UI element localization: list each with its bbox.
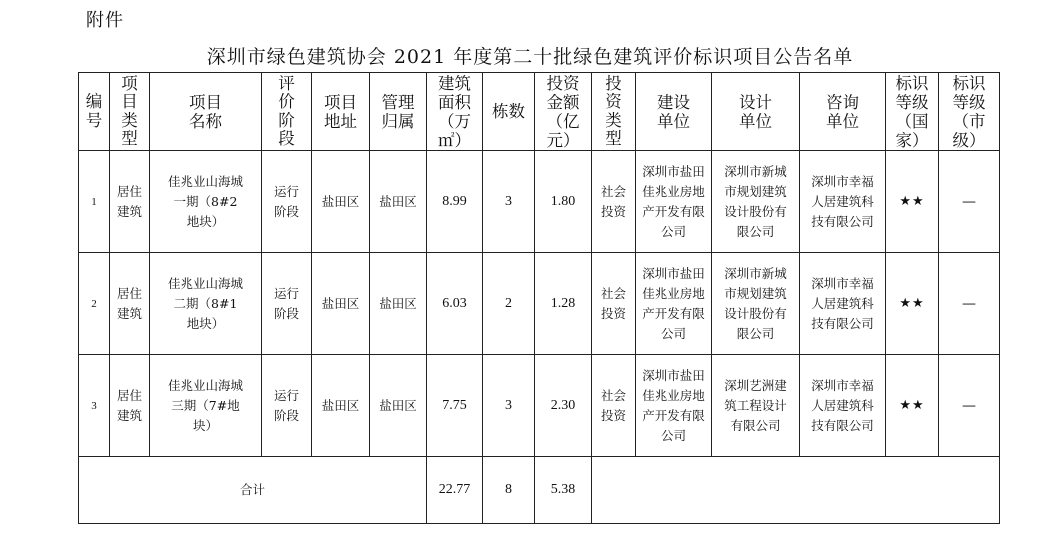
building-area: 8.99: [427, 151, 483, 253]
header-row: [79, 73, 1000, 151]
total-label: 合计: [79, 457, 427, 524]
col-header-no: 编号: [79, 73, 110, 151]
city-level: —: [939, 355, 1000, 457]
consultant: 深圳市幸福人居建筑科技有限公司: [800, 355, 886, 457]
national-level-stars: ★★: [886, 355, 939, 457]
document-title: 深圳市绿色建筑协会 2021 年度第二十批绿色建筑评价标识项目公告名单: [206, 46, 854, 68]
building-count: 2: [483, 253, 535, 355]
col-header-name: 项目名称: [150, 73, 262, 151]
row-number: 1: [79, 151, 110, 253]
project-name: 佳兆业山海城二期（8#1 地块）: [150, 253, 262, 355]
city-level: —: [939, 151, 1000, 253]
project-type: 居住建筑: [110, 355, 150, 457]
designer: 深圳艺洲建筑工程设计有限公司: [712, 355, 800, 457]
designer: 深圳市新城市规划建筑设计股份有限公司: [712, 253, 800, 355]
national-level-stars: ★★: [886, 253, 939, 355]
table-row: [79, 355, 1000, 457]
project-type: 居住建筑: [110, 253, 150, 355]
col-header-designer: 设计单位: [712, 73, 800, 151]
col-header-invest-type: 投资类型: [592, 73, 636, 151]
building-area: 7.75: [427, 355, 483, 457]
table-row: [79, 151, 1000, 253]
col-header-stage: 评价阶段: [262, 73, 312, 151]
row-number: 2: [79, 253, 110, 355]
national-level-stars: ★★: [886, 151, 939, 253]
district: 盐田区: [370, 355, 427, 457]
total-buildings: 8: [483, 457, 535, 524]
building-area: 6.03: [427, 253, 483, 355]
attachment-label: 附件: [86, 10, 124, 31]
col-header-area: 建筑面积（万㎡）: [427, 73, 483, 151]
total-area: 22.77: [427, 457, 483, 524]
project-name: 佳兆业山海城一期（8#2 地块）: [150, 151, 262, 253]
evaluation-stage: 运行阶段: [262, 151, 312, 253]
project-address: 盐田区: [312, 253, 370, 355]
district: 盐田区: [370, 151, 427, 253]
investment-amount: 1.28: [535, 253, 592, 355]
col-header-investment: 投资金额（亿元）: [535, 73, 592, 151]
consultant: 深圳市幸福人居建筑科技有限公司: [800, 151, 886, 253]
total-blank-cell: [592, 457, 1000, 524]
investment-amount: 1.80: [535, 151, 592, 253]
consultant: 深圳市幸福人居建筑科技有限公司: [800, 253, 886, 355]
project-name: 佳兆业山海城三期（7#地块）: [150, 355, 262, 457]
investment-type: 社会投资: [592, 355, 636, 457]
city-level: —: [939, 253, 1000, 355]
builder: 深圳市盐田佳兆业房地产开发有限公司: [636, 355, 712, 457]
col-header-district: 管理归属: [370, 73, 427, 151]
col-header-city-level: 标识等级（市级）: [939, 73, 1000, 151]
evaluation-stage: 运行阶段: [262, 253, 312, 355]
builder: 深圳市盐田佳兆业房地产开发有限公司: [636, 253, 712, 355]
col-header-national-level: 标识等级（国家）: [886, 73, 939, 151]
col-header-consultant: 咨询单位: [800, 73, 886, 151]
investment-type: 社会投资: [592, 151, 636, 253]
building-count: 3: [483, 151, 535, 253]
row-number: 3: [79, 355, 110, 457]
designer: 深圳市新城市规划建筑设计股份有限公司: [712, 151, 800, 253]
col-header-address: 项目地址: [312, 73, 370, 151]
builder: 深圳市盐田佳兆业房地产开发有限公司: [636, 151, 712, 253]
building-count: 3: [483, 355, 535, 457]
total-row: [79, 457, 1000, 524]
evaluation-stage: 运行阶段: [262, 355, 312, 457]
investment-type: 社会投资: [592, 253, 636, 355]
col-header-type: 项目类型: [110, 73, 150, 151]
investment-amount: 2.30: [535, 355, 592, 457]
table-row: [79, 253, 1000, 355]
project-table: [78, 72, 1000, 524]
district: 盐田区: [370, 253, 427, 355]
project-address: 盐田区: [312, 151, 370, 253]
total-investment: 5.38: [535, 457, 592, 524]
col-header-buildings: 栋数: [483, 73, 535, 151]
project-type: 居住建筑: [110, 151, 150, 253]
project-address: 盐田区: [312, 355, 370, 457]
col-header-builder: 建设单位: [636, 73, 712, 151]
